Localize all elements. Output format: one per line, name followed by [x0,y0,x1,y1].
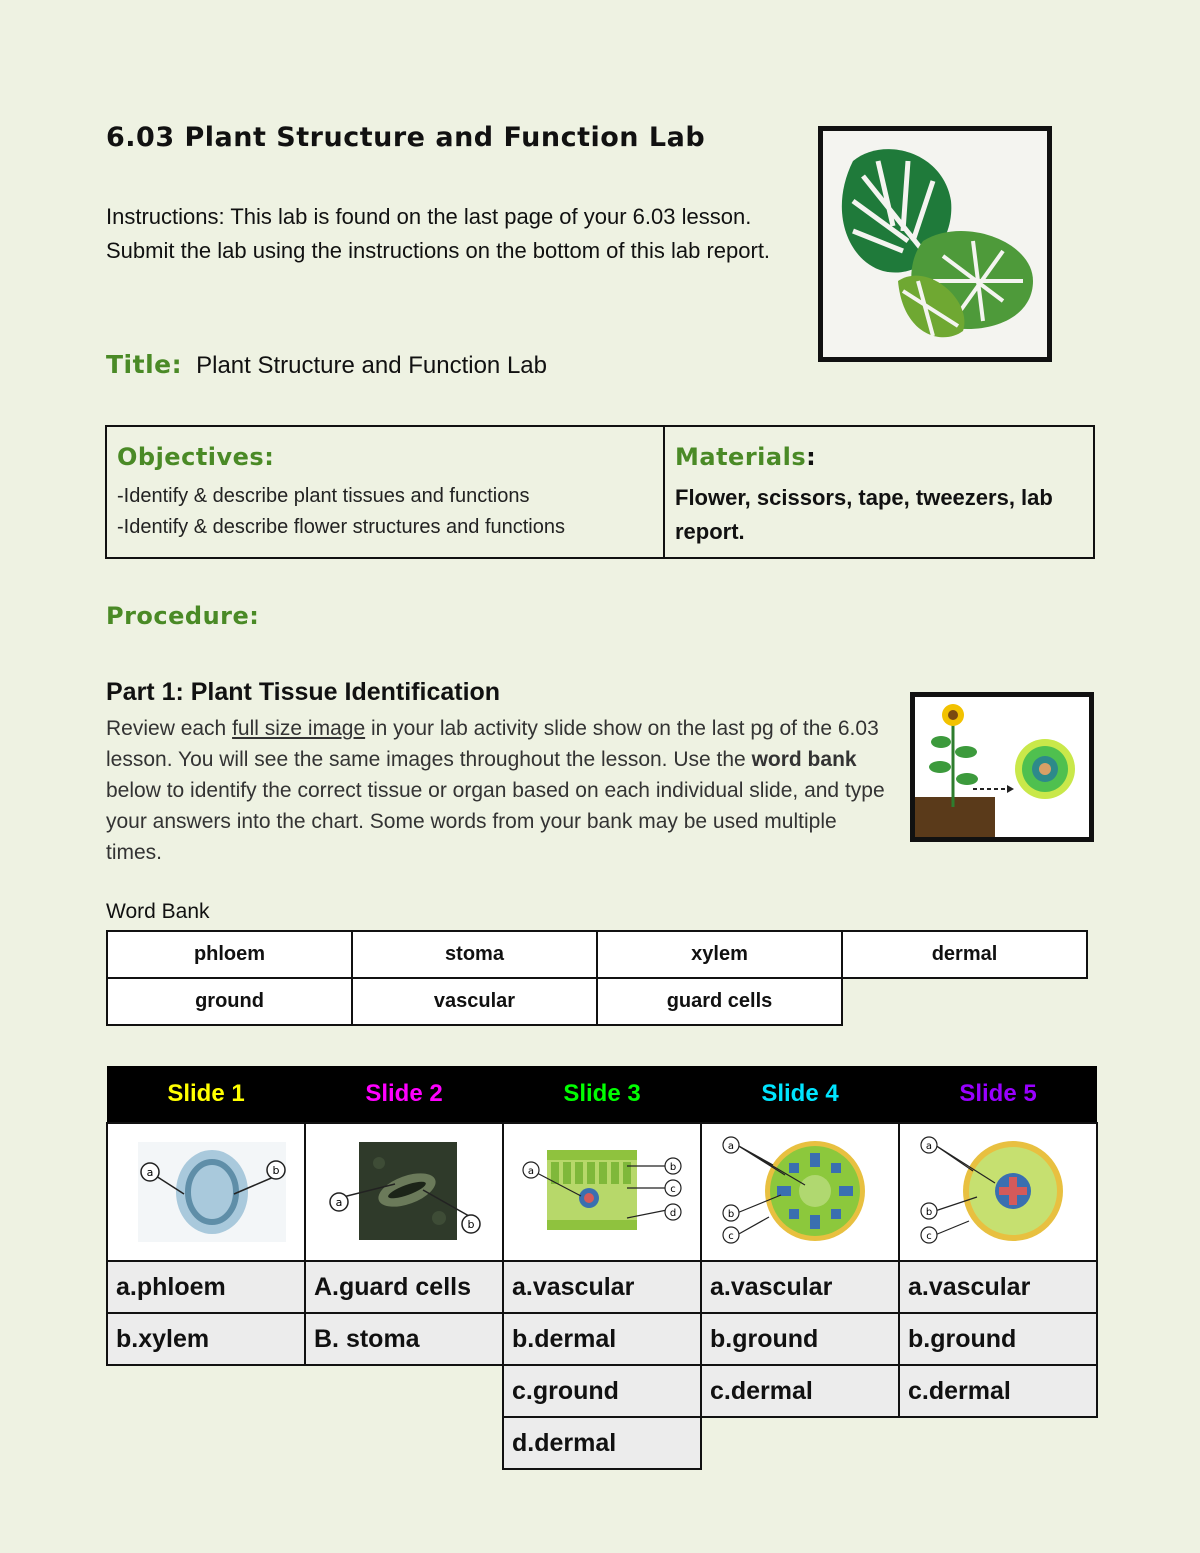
diagram-letter: a [727,1140,735,1152]
diagram-letter: b [272,1163,280,1177]
materials-heading-colon: : [806,443,817,471]
part-body [106,713,896,868]
word-bank-cell: phloem [107,931,352,978]
diagram-letter: a [527,1165,535,1177]
answer-cell[interactable]: b.dermal [503,1313,701,1365]
objective-item: -Identify & describe flower structures and functions [117,516,565,538]
diagram-letter: a [146,1165,154,1179]
sunflower-stem-image [910,692,1094,842]
slide-1-image [107,1123,305,1261]
answer-cell[interactable]: a.vascular [899,1261,1097,1313]
word-bank-cell: dermal [842,931,1087,978]
materials-cell [665,427,1093,557]
part-body-text: in your lab activity slide show on the last pg of the 6.03 lesson. You will see the same images throughout the lesson. Use the [106,717,879,771]
title-label: Title: [106,350,183,379]
part-title: Part 1: Plant Tissue Identification [106,678,501,706]
materials-text: Flower, scissors, tape, tweezers, lab report. [675,485,1053,544]
part-body-text: Review each [106,717,233,740]
diagram-letter: c [926,1230,932,1242]
document-title: 6.03 Plant Structure and Function Lab [106,122,706,153]
answer-cell[interactable]: c.dermal [701,1365,899,1417]
diagram-letter: b [925,1206,933,1218]
word-bank-table [106,930,1088,1026]
instructions-text: Instructions: This lab is found on the last page of your 6.03 lesson. Submit the lab using the instructions on the bottom of this lab report. [106,204,771,263]
slide-2-image [305,1123,503,1261]
slides-answer-table [106,1066,1098,1470]
diagram-letter: b [669,1161,677,1173]
answer-cell[interactable]: b.ground [899,1313,1097,1365]
answer-cell[interactable]: B. stoma [305,1313,503,1365]
word-bank-cell: guard cells [597,978,842,1025]
diagram-letter: c [728,1230,734,1242]
objective-item: -Identify & describe plant tissues and functions [117,485,530,507]
slide-5-image [899,1123,1097,1261]
objectives-materials-table [105,425,1095,559]
answer-cell[interactable]: c.dermal [899,1365,1097,1417]
diagram-letter: a [335,1195,343,1209]
slide-header: Slide 3 [503,1066,701,1123]
diagram-letter: b [467,1217,475,1231]
answer-cell[interactable]: c.ground [503,1365,701,1417]
slide-3-image [503,1123,701,1261]
answer-cell[interactable]: d.dermal [503,1417,701,1469]
word-bank-empty-cell [842,978,1087,1025]
word-bank-cell: vascular [352,978,597,1025]
materials-heading [675,443,1083,471]
word-bank-emphasis: word bank [751,748,857,771]
empty-cell [107,1365,305,1417]
empty-cell [899,1417,1097,1469]
word-bank-label: Word Bank [106,900,210,923]
slide-header: Slide 4 [701,1066,899,1123]
slide-header: Slide 5 [899,1066,1097,1123]
slide-header: Slide 1 [107,1066,305,1123]
slide-header: Slide 2 [305,1066,503,1123]
materials-heading-label: Materials [675,443,807,471]
empty-cell [701,1417,899,1469]
word-bank-cell: stoma [352,931,597,978]
answer-cell[interactable]: b.xylem [107,1313,305,1365]
answer-cell[interactable]: a.vascular [701,1261,899,1313]
title-value: Plant Structure and Function Lab [196,352,547,379]
slide-4-image [701,1123,899,1261]
diagram-letter: b [727,1208,735,1220]
answer-cell[interactable]: a.phloem [107,1261,305,1313]
diagram-letter: d [669,1207,677,1219]
empty-cell [305,1365,503,1417]
word-bank-cell: ground [107,978,352,1025]
title-row [106,350,547,380]
objectives-cell [107,427,665,557]
procedure-heading: Procedure: [106,602,260,630]
full-size-image-link[interactable]: full size image [232,717,366,740]
answer-cell[interactable]: b.ground [701,1313,899,1365]
empty-cell [305,1417,503,1469]
answer-cell[interactable]: A.guard cells [305,1261,503,1313]
part-body-text: below to identify the correct tissue or organ based on each individual slide, and type your answers into the chart. Some words from your bank may be used multiple times. [106,779,885,864]
empty-cell [107,1417,305,1469]
word-bank-cell: xylem [597,931,842,978]
diagram-letter: a [925,1140,933,1152]
answer-cell[interactable]: a.vascular [503,1261,701,1313]
monstera-leaf-image [818,126,1052,362]
objectives-heading: Objectives: [117,443,275,471]
diagram-letter: c [670,1183,676,1195]
